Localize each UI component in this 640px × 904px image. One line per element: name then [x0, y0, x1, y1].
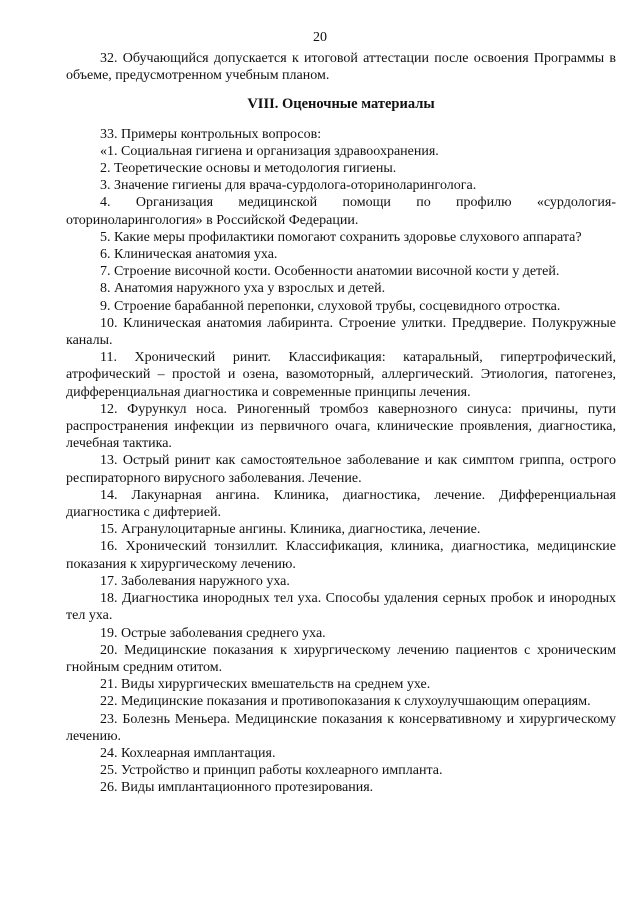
question-item: 3. Значение гигиены для врача-сурдолога-оториноларинголога.: [100, 178, 477, 194]
question-item: 22. Медицинские показания и противопоказания к слухоулучшающим операциям.: [100, 694, 591, 710]
question-item: 7. Строение височной кости. Особенности анатомии височной кости у детей.: [100, 264, 560, 280]
question-item: «1. Социальная гигиена и организация здравоохранения.: [100, 143, 439, 159]
question-item: 9. Строение барабанной перепонки, слуховой трубы, сосцевидного отростка.: [100, 298, 561, 314]
question-item: 8. Анатомия наружного уха у взрослых и детей.: [100, 281, 386, 297]
question-item: 21. Виды хирургических вмешательств на среднем ухе.: [100, 677, 431, 693]
page-number: 20: [313, 30, 327, 45]
question-item: 4. Организация медицинской помощи по профилю «сурдология-оториноларингология» в Российской Федерации.: [66, 195, 616, 228]
question-item: 12. Фурункул носа. Риногенный тромбоз кавернозного синуса: причины, пути распространения инфекции из первичного очага, клинические проявления, диагностика, лечебная тактика.: [66, 401, 616, 452]
questions-list: [66, 143, 616, 797]
question-item: 17. Заболевания наружного уха.: [100, 573, 290, 589]
questions-lead: 33. Примеры контрольных вопросов:: [100, 126, 322, 142]
question-item: 14. Лакунарная ангина. Клиника, диагностика, лечение. Дифференциальная диагностика с дифтерией.: [66, 487, 616, 521]
question-item: 24. Кохлеарная имплантация.: [100, 745, 276, 761]
question-item: 23. Болезнь Меньера. Медицинские показания к консервативному и хирургическому лечению.: [66, 711, 616, 744]
question-item: 25. Устройство и принцип работы кохлеарного импланта.: [100, 763, 443, 779]
question-item: 20. Медицинские показания к хирургическому лечению пациентов с хроническим гнойным средним отитом.: [66, 642, 616, 675]
question-item: 10. Клиническая анатомия лабиринта. Строение улитки. Преддверие. Полукружные каналы.: [66, 315, 616, 349]
section-heading: VIII. Оценочные материалы: [247, 96, 435, 113]
question-item: 19. Острые заболевания среднего уха.: [100, 625, 326, 641]
question-item: 11. Хронический ринит. Классификация: катаральный, гипертрофический, атрофический – простой и озена, вазомоторный, аллергический. Этиология, патогенез, дифференциальная диагностика и современные принципы лечения.: [66, 350, 616, 400]
question-item: 5. Какие меры профилактики помогают сохранить здоровье слухового аппарата?: [100, 229, 582, 245]
question-item: 16. Хронический тонзиллит. Классификация, клиника, диагностика, медицинские показания к хирургическому лечению.: [66, 539, 616, 572]
question-item: 18. Диагностика инородных тел уха. Способы удаления серных пробок и инородных тел уха.: [66, 591, 616, 624]
question-item: 2. Теоретические основы и методология гигиены.: [100, 161, 397, 177]
question-item: 26. Виды имплантационного протезирования.: [100, 780, 374, 796]
question-item: 15. Агранулоцитарные ангины. Клиника, диагностика, лечение.: [100, 522, 481, 538]
question-item: 6. Клиническая анатомия уха.: [100, 247, 278, 263]
intro-paragraph: 32. Обучающийся допускается к итоговой аттестации после освоения Программы в объеме, предусмотренном учебным планом.: [66, 51, 616, 84]
question-item: 13. Острый ринит как самостоятельное заболевание и как симптом гриппа, острого респираторного вирусного заболевания. Лечение.: [66, 453, 616, 486]
page-content: [66, 50, 616, 797]
